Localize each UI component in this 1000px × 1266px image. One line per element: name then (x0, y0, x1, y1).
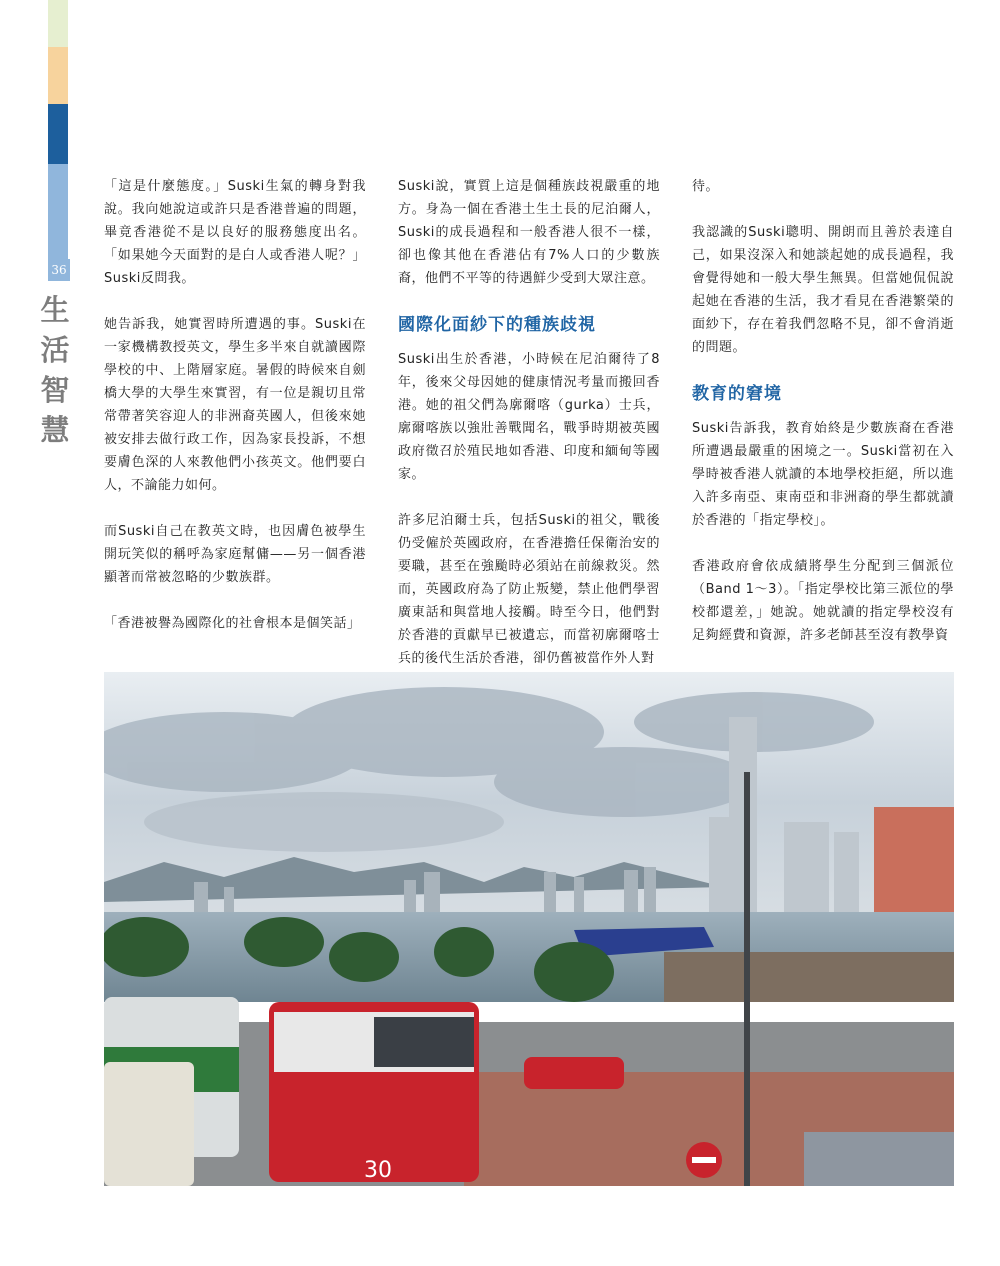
harbour-street-photo (104, 672, 954, 1186)
section-heading: 國際化面紗下的種族歧視 (398, 315, 596, 335)
shelter-roof (804, 1132, 954, 1186)
paragraph: 我認識的Suski聰明、開朗而且善於表達自己，如果沒深入和她談起她的成長過程，我會覺得她和一般大學生無異。但當她侃侃說起她在香港的生活，我才看見在香港繁榮的面紗下，存在着我們忽略不見，卻不會消逝的問題。 (692, 225, 954, 355)
paragraph: 「香港被譽為國際化的社會根本是個笑話」 (104, 616, 361, 631)
taxi (524, 1057, 624, 1089)
pier (664, 952, 954, 1002)
page-number: 36 (48, 259, 70, 281)
article-column-1 (104, 175, 366, 635)
section-label (40, 290, 70, 450)
section-label-char: 慧 (40, 413, 70, 447)
section-label-char: 生 (40, 293, 70, 327)
paragraph: 許多尼泊爾士兵，包括Suski的祖父，戰後仍受僱於英國政府，在香港擔任保衛治安的要職，甚至在強颱時必須站在前線救災。然而，英國政府為了防止叛變，禁止他們學習廣東話和與當地人接觸。時至今日，他們對於香港的貢獻早已被遺忘，而當初廓爾喀士兵的後代生活於香港，卻仍舊被當作外人對 (398, 513, 660, 666)
paragraph: 香港政府會依成績將學生分配到三個派位（Band 1～3）。「指定學校比第三派位的學校都還差，」她說。她就讀的指定學校沒有足夠經費和資源，許多老師甚至沒有教學資 (692, 559, 954, 643)
paragraph: 而Suski自己在教英文時，也因膚色被學生開玩笑似的稱呼為家庭幫傭——另一個香港顯著而常被忽略的少數族群。 (104, 524, 366, 585)
paragraph: 「這是什麼態度。」Suski生氣的轉身對我說。我向她說這或許只是香港普遍的問題，畢竟香港從不是以良好的服務態度出名。「如果她今天面對的是白人或香港人呢？」Suski反問我。 (104, 179, 366, 286)
street-lamp (744, 772, 750, 1186)
paragraph: Suski說，實質上這是個種族歧視嚴重的地方。身為一個在香港土生土長的尼泊爾人，Suski的成長過程和一般香港人很不一樣，卻也像其他在香港佔有7%人口的少數族裔，他們不平等的待遇鮮少受到大眾注意。 (398, 179, 660, 286)
section-label-char: 活 (40, 333, 70, 367)
side-tab-blue (48, 104, 68, 164)
side-tab-orange (48, 47, 68, 104)
double-decker-bus-red (269, 1002, 479, 1183)
bus-ad-text: 30 (364, 1158, 392, 1183)
paragraph: Suski告訴我，教育始終是少數族裔在香港所遭遇最嚴重的困境之一。Suski當初在入學時被香港人就讀的本地學校拒絕，所以進入許多南亞、東南亞和非洲裔的學生都就讀於香港的「指定學校」。 (692, 421, 954, 528)
article-column-2 (398, 175, 660, 670)
side-tab-green (48, 0, 68, 47)
section-label-char: 智 (40, 373, 70, 407)
paragraph: 她告訴我，她實習時所遭遇的事。Suski在一家機構教授英文，學生多半來自就讀國際學校的中、上階層家庭。暑假的時候來自劍橋大學的大學生來實習，有一位是親切且常常帶著笑容迎人的非洲裔英國人，但後來她被安排去做行政工作，因為家長投訴，不想要膚色深的人來教他們小孩英文。他們要白人，不論能力如何。 (104, 317, 366, 493)
paragraph: 待。 (692, 179, 720, 194)
paragraph: Suski出生於香港，小時候在尼泊爾待了8年，後來父母因她的健康情況考量而搬回香港。她的祖父們為廓爾喀（gurka）士兵，廓爾喀族以強壯善戰聞名，戰爭時期被英國政府徵召於殖民地如香港、印度和緬甸等國家。 (398, 352, 660, 482)
article-column-3 (692, 175, 954, 647)
section-heading: 教育的窘境 (692, 384, 782, 404)
side-tab-lightblue (48, 164, 68, 259)
